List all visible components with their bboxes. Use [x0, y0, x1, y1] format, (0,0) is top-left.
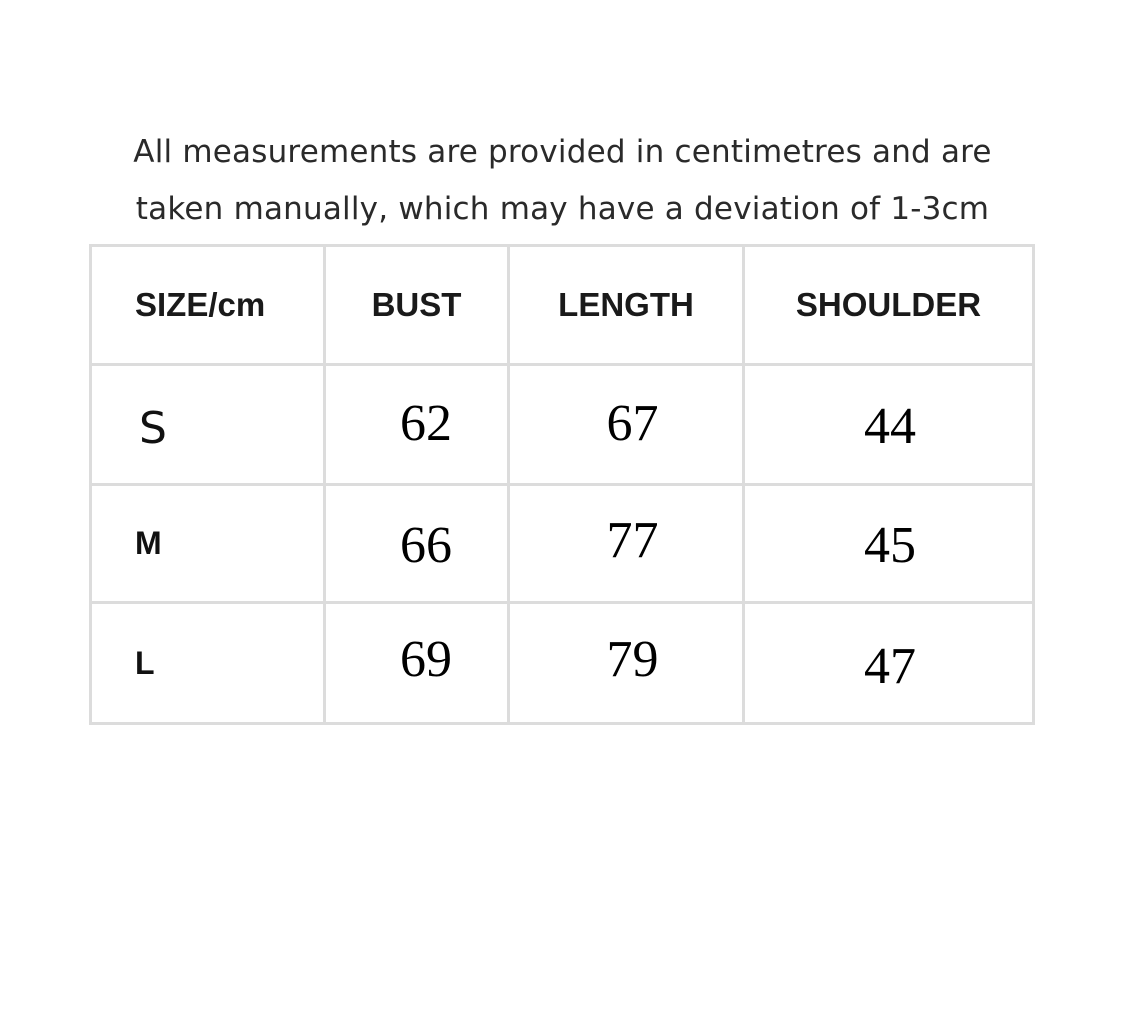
length-m: 77	[606, 511, 659, 569]
header-shoulder: SHOULDER	[795, 286, 982, 323]
size-label-m: M	[135, 525, 162, 561]
note-line-1: All measurements are provided in centimetres and are	[133, 134, 992, 170]
bust-m: 66	[400, 516, 452, 574]
note-line-2: taken manually, which may have a deviation of 1-3cm	[135, 191, 990, 227]
header-length: LENGTH	[558, 286, 694, 323]
length-s: 67	[606, 394, 659, 452]
shoulder-l: 47	[864, 637, 916, 695]
header-size: SIZE/cm	[135, 286, 266, 323]
measurement-note	[0, 124, 1125, 238]
size-label-l: L	[135, 644, 155, 681]
header-bust: BUST	[371, 286, 462, 323]
size-label-s: S	[139, 403, 167, 454]
bust-l: 69	[400, 630, 452, 688]
shoulder-s: 44	[864, 397, 916, 455]
shoulder-m: 45	[864, 516, 916, 574]
bust-s: 62	[400, 394, 452, 452]
size-chart-table	[89, 244, 1035, 725]
length-l: 79	[606, 630, 659, 688]
